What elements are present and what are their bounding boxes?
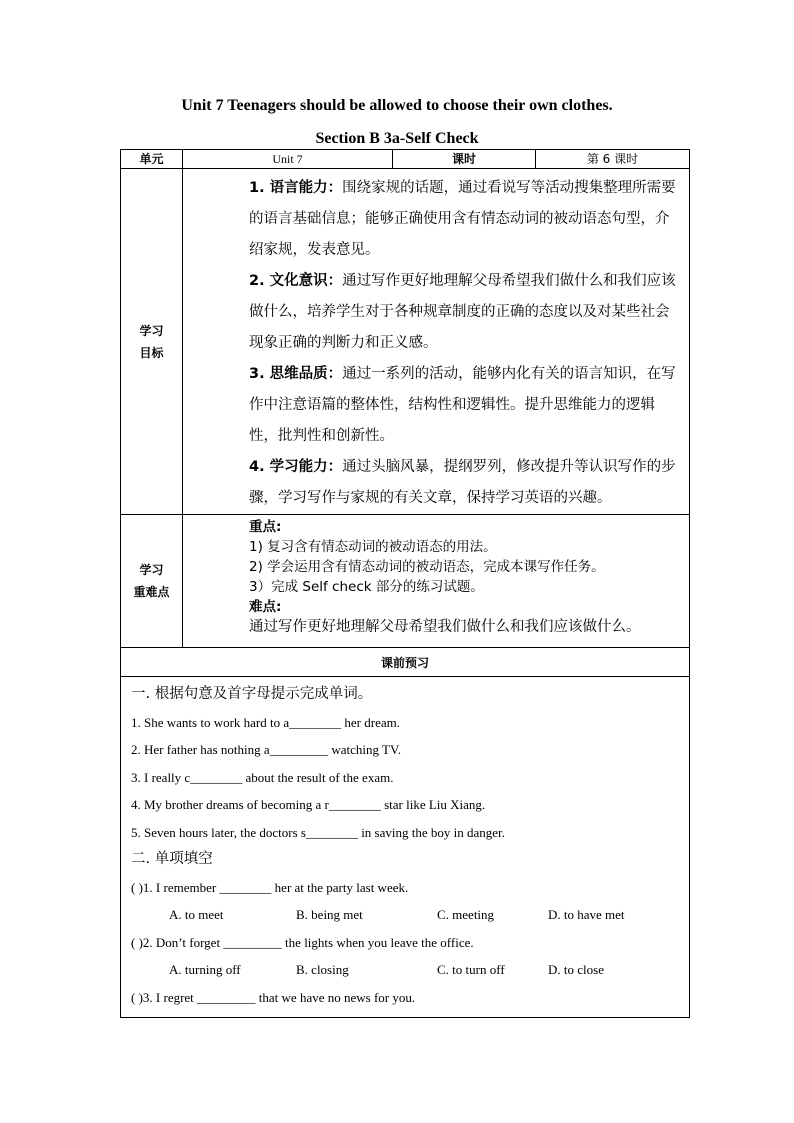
goal-item: 2. 文化意识：通过写作更好地理解父母希望我们做什么和我们应该做什么，培养学生对于各种规章制度的正确的态度以及对某些社会现象正确的判断力和正义感。 (249, 273, 676, 351)
option: C. to turn off (437, 962, 505, 977)
key-item: 3）完成 Self check 部分的练习试题。 (249, 579, 484, 595)
goals-content (183, 169, 690, 515)
section-title: Section B 3a-Self Check (315, 130, 479, 147)
lesson-plan-table (120, 149, 690, 1018)
option: A. turning off (169, 962, 241, 977)
goals-label: 学习 目标 (121, 169, 183, 515)
option: D. to close (548, 962, 604, 977)
period-label: 课时 (393, 150, 536, 169)
keypoints-label: 学习 重难点 (121, 515, 183, 648)
fill-in-item: 3. I really c________ about the result of the exam. (131, 769, 394, 785)
exercises-row (121, 677, 690, 1018)
option: A. to meet (169, 907, 224, 922)
section1-title: 一. 根据句意及首字母提示完成单词。 (131, 686, 373, 702)
fill-in-item: 5. Seven hours later, the doctors s________ in saving the boy in danger. (131, 824, 505, 840)
choice-options (131, 956, 679, 984)
goal-item: 3. 思维品质：通过一系列的活动，能够内化有关的语言知识，在写作中注意语篇的整体性，结构性和逻辑性。提升思维能力的逻辑性，批判性和创新性。 (249, 366, 676, 444)
key-item: 1) 复习含有情态动词的被动语态的用法。 (249, 539, 497, 555)
option: B. closing (296, 962, 349, 977)
fill-in-item: 2. Her father has nothing a_________ watching TV. (131, 742, 401, 757)
fill-in-item: 1. She wants to work hard to a________ her dream. (131, 714, 400, 730)
header-row (121, 150, 690, 169)
preview-label: 课前预习 (121, 648, 690, 677)
preview-row (121, 648, 690, 677)
key-item: 2) 学会运用含有情态动词的被动语态，完成本课写作任务。 (249, 559, 605, 575)
choice-options (131, 901, 679, 929)
option: D. to have met (548, 907, 625, 922)
goal-item: 1. 语言能力：围绕家规的话题，通过看说写等活动搜集整理所需要的语言基础信息；能够正确使用含有情态动词的被动语态句型，介绍家规，发表意见。 (249, 180, 676, 258)
goals-row (121, 169, 690, 515)
choice-question: ( )3. I regret _________ that we have no news for you. (131, 989, 416, 1005)
document-title: Unit 7 Teenagers should be allowed to choose their own clothes. (181, 97, 613, 114)
keypoints-row (121, 515, 690, 648)
unit-value: Unit 7 (183, 150, 393, 169)
fill-in-item: 4. My brother dreams of becoming a r________ star like Liu Xiang. (131, 797, 486, 812)
choice-question: ( )2. Don’t forget _________ the lights when you leave the office. (131, 934, 474, 950)
difficulty-text: 通过写作更好地理解父母希望我们做什么和我们应该做什么。 (249, 619, 641, 635)
exercises-content (121, 677, 690, 1018)
option: C. meeting (437, 907, 495, 922)
keypoints-content (183, 515, 690, 648)
period-value: 第 6 课时 (536, 150, 690, 169)
section2-title: 二. 单项填空 (131, 851, 213, 867)
option: B. being met (296, 907, 363, 922)
difficulty-heading: 难点: (249, 599, 282, 615)
goal-item: 4. 学习能力：通过头脑风暴，提纲罗列，修改提升等认识写作的步骤，学习写作与家规的有关文章，保持学习英语的兴趣。 (249, 459, 676, 506)
key-heading: 重点: (249, 519, 282, 535)
unit-label: 单元 (121, 150, 183, 169)
choice-question: ( )1. I remember ________ her at the party last week. (131, 879, 409, 895)
